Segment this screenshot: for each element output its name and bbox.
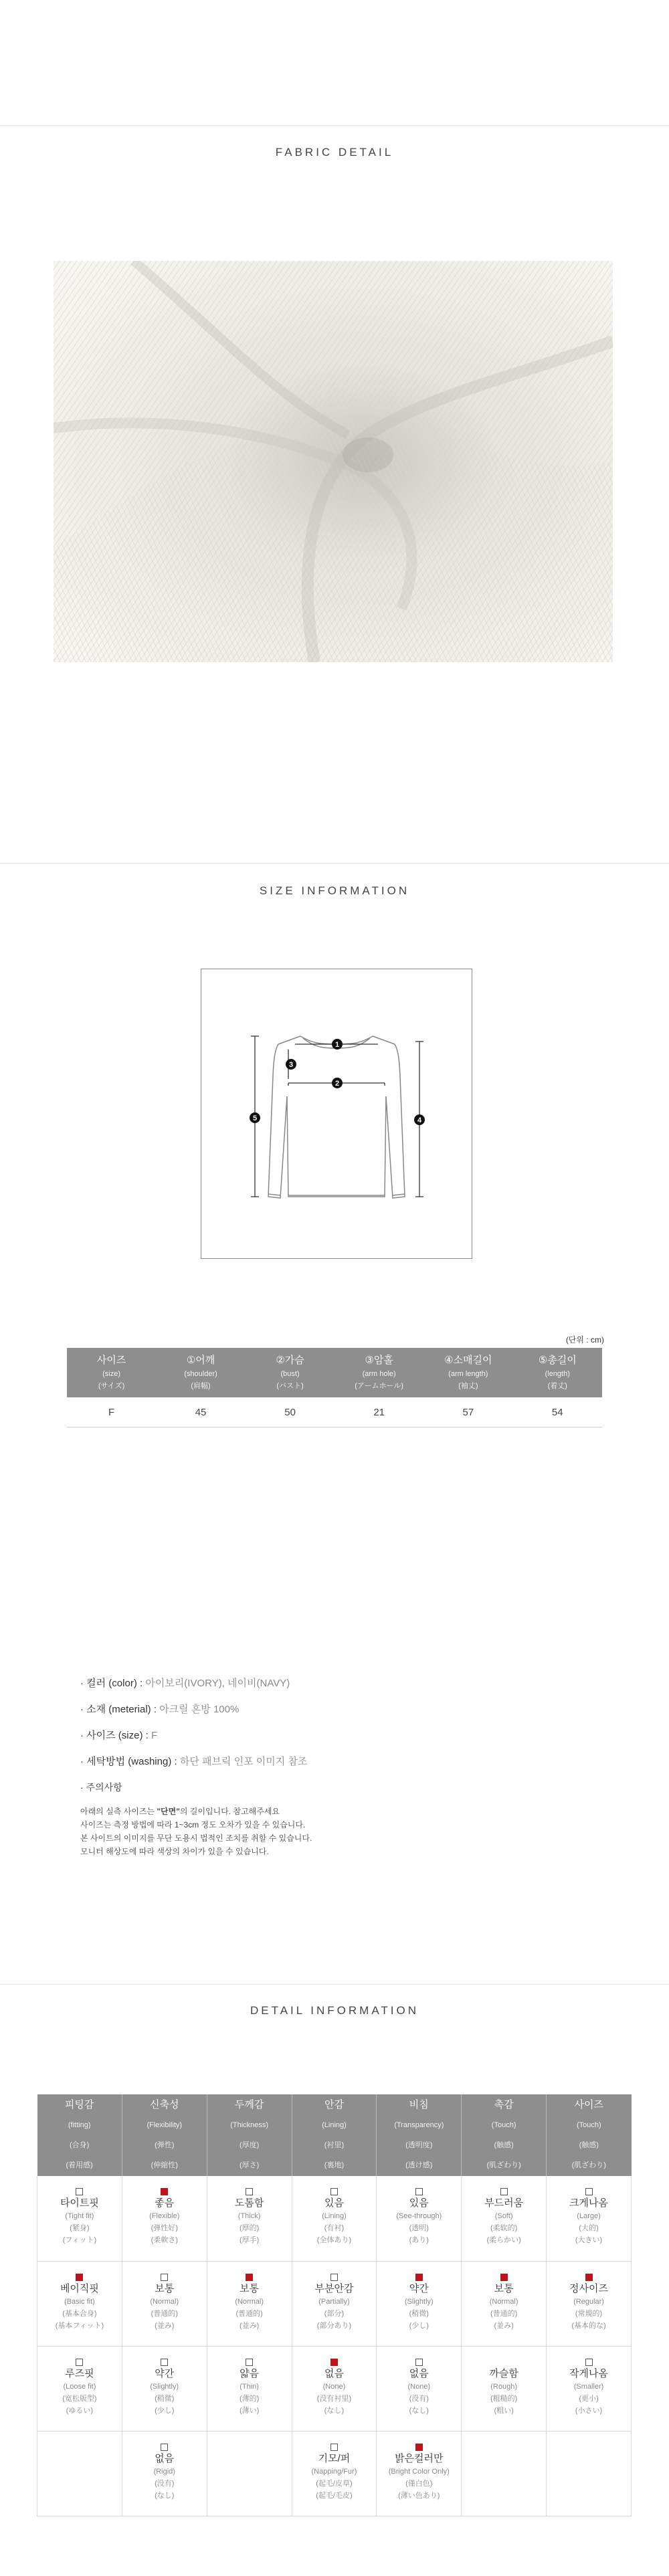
checked-box-icon xyxy=(76,2274,83,2281)
detail-option: 베이직핏 (Basic fit) (基本合身) (基本フィット) xyxy=(38,2274,121,2332)
checked-box-icon xyxy=(246,2274,253,2281)
unchecked-box-icon xyxy=(330,2188,338,2195)
detail-cell xyxy=(547,2431,632,2516)
size-information-title: SIZE INFORMATION xyxy=(259,884,410,897)
detail-option: 정사이즈 (Regular) (常規的) (基本的な) xyxy=(547,2274,630,2332)
detail-option: 기모/퍼 (Napping/Fur) (起毛/皮草) (起毛/毛皮) xyxy=(293,2444,376,2502)
product-info-item: · 컬러 (color) : 아이보리(IVORY), 네이비(NAVY) xyxy=(80,1678,290,1689)
product-info-item: · 사이즈 (size) : F xyxy=(80,1730,158,1741)
marker-2: 2 xyxy=(334,1080,340,1088)
size-header: ⑤총길이 (length) (着丈) xyxy=(513,1348,603,1397)
detail-cell xyxy=(292,2431,377,2516)
detail-cell xyxy=(462,2261,547,2346)
size-cell: 21 xyxy=(334,1397,423,1427)
detail-header: 신축성 (Flexibility) (弹性) (伸縮性) xyxy=(122,2094,207,2176)
unchecked-box-icon xyxy=(246,2188,253,2195)
detail-header: 두께감 (Thickness) (厚度) (厚さ) xyxy=(207,2094,292,2176)
size-table xyxy=(67,1348,602,1427)
detail-header: 촉감 (Touch) (触感) (肌ざわり) xyxy=(462,2094,547,2176)
size-header: ③암홀 (arm hole) (アームホール) xyxy=(334,1348,423,1397)
detail-option: 밝은컬러만 (Bright Color Only) (僅白色) (薄い色あり) xyxy=(377,2444,460,2502)
detail-option: 부분안감 (Partially) (部分) (部分あり) xyxy=(293,2274,376,2332)
detail-option: 있음 (Lining) (有衬) (全体あり) xyxy=(293,2188,376,2246)
unchecked-box-icon xyxy=(76,2188,83,2195)
notice-text: 아래의 실측 사이즈는 "단면"의 길이입니다. 참고해주세요 사이즈는 측정 방법에 따라 1~3cm 정도 오차가 있을 수 있습니다. 본 사이트의 이미지를 무단 도용시 법적인 조치를 취할 수 있습니다. 모니터 해상도에 따라 색상의 차이가 있을 수 있습니다. xyxy=(80,1807,312,1856)
unchecked-box-icon xyxy=(585,2359,593,2366)
unchecked-box-icon xyxy=(76,2359,83,2366)
detail-option: 부드러움 (Soft) (柔软的) (柔らかい) xyxy=(462,2188,545,2246)
detail-option: 도톰함 (Thick) (厚的) (厚手) xyxy=(208,2188,291,2246)
size-cell: F xyxy=(67,1397,156,1427)
unchecked-box-icon xyxy=(246,2359,253,2366)
unchecked-box-icon xyxy=(161,2359,168,2366)
size-header: ②가슴 (bust) (バスト) xyxy=(246,1348,334,1397)
product-info-item: · 소재 (meterial) : 아크릴 혼방 100% xyxy=(80,1704,240,1715)
detail-cell xyxy=(547,2346,632,2431)
detail-cell xyxy=(207,2431,292,2516)
checked-box-icon xyxy=(585,2274,593,2281)
detail-cell xyxy=(37,2261,122,2346)
size-cell: 54 xyxy=(513,1397,603,1427)
checked-box-icon xyxy=(415,2444,423,2451)
notice-title: · 주의사항 xyxy=(80,1782,122,1793)
marker-1: 1 xyxy=(334,1041,340,1049)
detail-cell xyxy=(462,2346,547,2431)
detail-option: 얇음 (Thin) (薄的) (薄い) xyxy=(208,2359,291,2417)
detail-cell xyxy=(462,2176,547,2261)
unchecked-box-icon xyxy=(330,2274,338,2281)
detail-cell xyxy=(377,2261,462,2346)
detail-cell xyxy=(292,2176,377,2261)
size-header: ①어깨 (shoulder) (肩幅) xyxy=(156,1348,246,1397)
detail-option: 작게나옴 (Smaller) (更小) (小さい) xyxy=(547,2359,630,2417)
unchecked-box-icon xyxy=(585,2188,593,2195)
detail-cell xyxy=(122,2176,207,2261)
detail-option: 약간 (Slightly) (稍微) (少し) xyxy=(123,2359,206,2417)
unchecked-box-icon xyxy=(415,2359,423,2366)
checked-box-icon xyxy=(330,2359,338,2366)
size-cell: 57 xyxy=(423,1397,512,1427)
detail-option: 보통 (Normal) (普通的) (並み) xyxy=(462,2274,545,2332)
detail-option: 보통 (Normal) (普通的) (並み) xyxy=(208,2274,291,2332)
detail-option: 타이트핏 (Tight fit) (紧身) (フィット) xyxy=(38,2188,121,2246)
unit-label: (단위 : cm) xyxy=(565,1335,604,1345)
detail-cell xyxy=(207,2346,292,2431)
detail-cell xyxy=(207,2176,292,2261)
detail-cell xyxy=(122,2431,207,2516)
unchecked-box-icon xyxy=(330,2444,338,2451)
detail-header: 안감 (Lining) (衬里) (裏地) xyxy=(292,2094,377,2176)
detail-cell xyxy=(547,2176,632,2261)
garment-measure-sketch xyxy=(201,969,472,1259)
marker-3: 3 xyxy=(288,1061,294,1069)
detail-cell xyxy=(122,2261,207,2346)
divider xyxy=(0,125,669,126)
detail-option: 좋음 (Flexible) (弹性好) (柔軟さ) xyxy=(123,2188,206,2246)
detail-option: 있음 (See-through) (透明) (あり) xyxy=(377,2188,460,2246)
marker-5: 5 xyxy=(252,1114,258,1122)
checked-box-icon xyxy=(415,2274,423,2281)
detail-cell xyxy=(37,2176,122,2261)
size-cell: 45 xyxy=(156,1397,246,1427)
divider xyxy=(0,1984,669,1985)
unchecked-box-icon xyxy=(161,2444,168,2451)
detail-option: 크게나옴 (Large) (大的) (大きい) xyxy=(547,2188,630,2246)
size-cell: 50 xyxy=(246,1397,334,1427)
detail-cell xyxy=(462,2431,547,2516)
fabric-photo xyxy=(54,261,613,662)
checked-box-icon xyxy=(161,2188,168,2195)
detail-cell xyxy=(377,2346,462,2431)
detail-cell xyxy=(207,2261,292,2346)
unchecked-box-icon xyxy=(415,2188,423,2195)
checked-box-icon xyxy=(500,2274,508,2281)
detail-option: 없음 (None) (没有) (なし) xyxy=(377,2359,460,2417)
detail-option: 루즈핏 (Loose fit) (宽松版型) (ゆるい) xyxy=(38,2359,121,2417)
detail-cell xyxy=(292,2346,377,2431)
fabric-detail-title: FABRIC DETAIL xyxy=(275,146,394,159)
unchecked-box-icon xyxy=(500,2188,508,2195)
size-header: 사이즈 (size) (サイズ) xyxy=(67,1348,156,1397)
detail-cell xyxy=(377,2431,462,2516)
marker-4: 4 xyxy=(417,1116,422,1124)
size-header: ④소매길이 (arm length) (袖丈) xyxy=(423,1348,512,1397)
detail-option: 약간 (Slightly) (稍微) (少し) xyxy=(377,2274,460,2332)
detail-cell xyxy=(292,2261,377,2346)
detail-cell xyxy=(37,2346,122,2431)
detail-option: 없음 (Rigid) (没有) (なし) xyxy=(123,2444,206,2502)
detail-option: 없음 (None) (没有衬里) (なし) xyxy=(293,2359,376,2417)
detail-header: 피팅감 (fitting) (合身) (着用感) xyxy=(37,2094,122,2176)
detail-table xyxy=(37,2094,632,2516)
detail-cell xyxy=(37,2431,122,2516)
detail-cell xyxy=(547,2261,632,2346)
detail-information-title: DETAIL INFORMATION xyxy=(250,2004,419,2017)
detail-option: 보통 (Normal) (普通的) (並み) xyxy=(123,2274,206,2332)
product-info-item: · 세탁방법 (washing) : 하단 패브릭 인포 이미지 참조 xyxy=(80,1756,308,1767)
detail-option: 까슬함 (Rough) (粗糙的) (粗い) xyxy=(489,2367,518,2415)
detail-header: 비침 (Transparency) (透明度) (透け感) xyxy=(377,2094,462,2176)
detail-header: 사이즈 (Touch) (触感) (肌ざわり) xyxy=(547,2094,632,2176)
unchecked-box-icon xyxy=(161,2274,168,2281)
divider xyxy=(0,863,669,864)
detail-cell xyxy=(377,2176,462,2261)
detail-cell xyxy=(122,2346,207,2431)
